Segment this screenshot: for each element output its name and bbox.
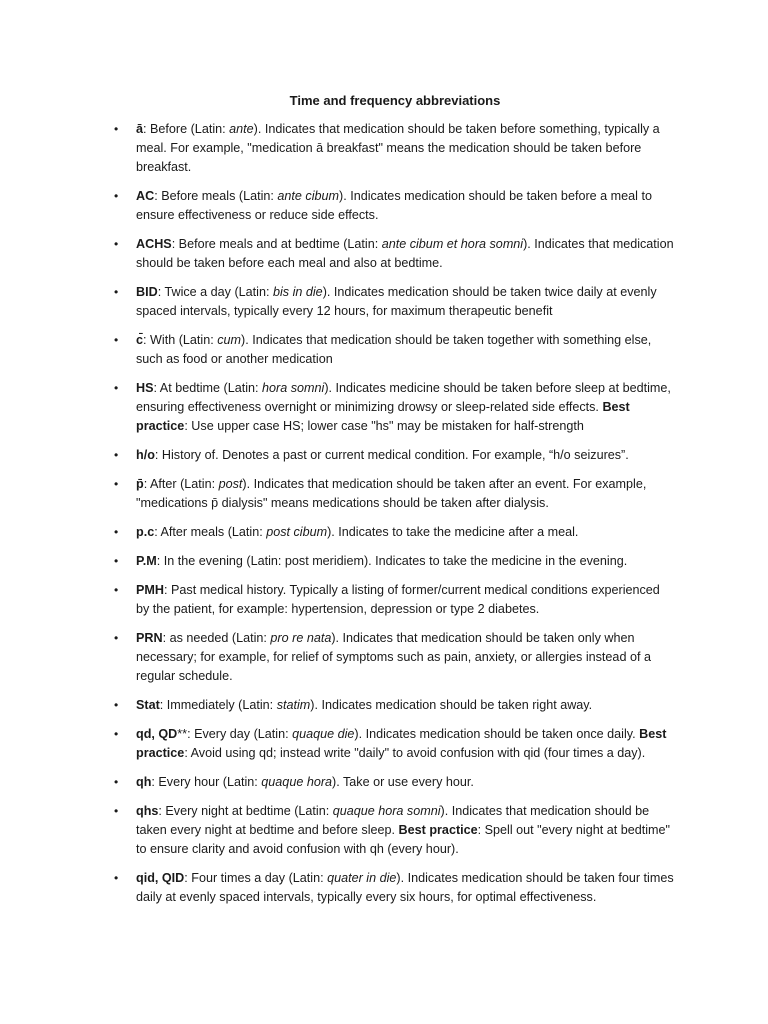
latin-term: pro re nata [270,631,332,645]
list-item [114,629,676,686]
latin-term: cum [217,333,241,347]
item-text: **: Every day (Latin: [177,727,293,741]
term-bold: p̄ [136,477,144,491]
item-text: ). Indicates medication should be taken right away. [310,698,593,712]
term-bold: qid, QID [136,871,185,885]
term-bold: ACHS [136,237,172,251]
bullet-icon: • [114,237,119,251]
item-text: : After (Latin: [143,477,219,491]
bullet-icon: • [114,698,119,712]
item-text: ). Indicates medicine should be taken before sleep at bedtime, ensuring effectiveness overnight or minimizing drowsy or sleep-related side effects. [136,381,671,414]
latin-term: quater in die [327,871,397,885]
bullet-icon: • [114,381,119,395]
latin-term: post cibum [266,525,328,539]
item-text: : Every night at bedtime (Latin: [158,804,333,818]
latin-term: ante [229,122,254,136]
bullet-icon: • [114,285,119,299]
term-bold: ā [136,122,144,136]
bullet-icon: • [114,525,119,539]
bullet-icon: • [114,804,119,818]
latin-term: ante cibum [277,189,340,203]
term-bold: PRN [136,631,163,645]
item-text: : At bedtime (Latin: [153,381,263,395]
bullet-icon: • [114,122,119,136]
list-item [114,869,676,907]
bullet-icon: • [114,631,119,645]
latin-term: ante cibum et hora somni [381,237,524,251]
term-bold: qh [136,775,152,789]
item-text: : History of. Denotes a past or current medical condition. For example, “h/o seizures”. [154,448,629,462]
item-text: : With (Latin: [143,333,218,347]
list-item [114,120,676,177]
item-text: : Before meals (Latin: [154,189,278,203]
latin-term: bis in die [272,285,323,299]
list-item [114,581,676,619]
latin-term: post [218,477,243,491]
item-text: : Avoid using qd; instead write "daily" to avoid confusion with qid (four times a day). [184,746,646,760]
list-item [114,379,676,436]
bullet-icon: • [114,477,119,491]
latin-term: quaque hora [261,775,333,789]
bullet-icon: • [114,189,119,203]
item-text: : as needed (Latin: [162,631,271,645]
latin-term: statim [276,698,311,712]
bullet-icon: • [114,554,119,568]
item-text: : In the evening (Latin: post meridiem). Indicates to take the medicine in the evening. [156,554,628,568]
term-bold: p.c [136,525,155,539]
latin-term: quaque die [292,727,355,741]
item-text: : Four times a day (Latin: [184,871,328,885]
item-text: : Before (Latin: [143,122,230,136]
latin-term: quaque hora somni [332,804,441,818]
list-item [114,446,676,465]
item-text: ). Indicates that medication should be taken after an event. For example, "medications p̄ dialysis" means medications should be taken after dialysis. [136,477,647,510]
page-title: Time and frequency abbreviations [289,93,501,108]
item-text: ). Indicates that medication should be taken only when necessary; for example, for relief of symptoms such as pain, anxiety, or allergies instead of a regular schedule. [136,631,651,683]
bullet-icon: • [114,775,119,789]
item-text: : Use upper case HS; lower case "hs" may be mistaken for half-strength [184,419,584,433]
list-item [114,235,676,273]
term-bold: Best practice [136,727,667,760]
item-text: ). Indicates medication should be taken once daily. [354,727,640,741]
bullet-icon: • [114,333,119,347]
item-text: ). Indicates medication should be taken before a meal to ensure effectiveness or reduce side effects. [136,189,652,222]
item-text: : Past medical history. Typically a listing of former/current medical conditions experienced by the patient, for example: hypertension, depression or type 2 diabetes. [136,583,660,616]
term-bold: P.M [136,554,157,568]
term-bold: qhs [136,804,159,818]
item-text: : Every hour (Latin: [151,775,262,789]
item-text: : Before meals and at bedtime (Latin: [171,237,382,251]
list-item [114,331,676,369]
list-item [114,802,676,859]
bullet-icon: • [114,448,119,462]
list-item [114,773,676,792]
item-text: ). Indicates that medication should be taken every night at bedtime and before sleep. [136,804,650,837]
term-bold: BID [136,285,158,299]
item-text: : Twice a day (Latin: [157,285,273,299]
term-bold: Best practice [398,823,478,837]
term-bold: HS [136,381,154,395]
list-item [114,696,676,715]
term-bold: h/o [136,448,155,462]
bullet-icon: • [114,583,119,597]
latin-term: hora somni [262,381,325,395]
term-bold: Stat [136,698,160,712]
list-item [114,187,676,225]
term-bold: qd, QD [136,727,178,741]
term-bold: PMH [136,583,164,597]
term-bold: Best practice [136,400,630,433]
term-bold: c̄ [136,333,144,347]
bullet-icon: • [114,727,119,741]
item-text: ). Indicates that medication should be taken together with something else, such as food or another medication [136,333,652,366]
list-item [114,725,676,763]
item-text: : Immediately (Latin: [159,698,277,712]
item-text: ). Indicates that medication should be taken before something, typically a meal. For example, "medication ā breakfast" means the medication should be taken before breakfast. [136,122,660,174]
list-item [114,283,676,321]
item-text: : After meals (Latin: [154,525,267,539]
list-item [114,552,676,571]
item-text: ). Indicates medication should be taken four times daily at evenly spaced intervals, typically every six hours, for optimal effectiveness. [136,871,674,904]
abbreviation-list [0,120,676,917]
list-item [114,523,676,542]
item-text: ). Indicates medication should be taken twice daily at evenly spaced intervals, typically every 12 hours, for maximum therapeutic benefit [136,285,657,318]
item-text: ). Indicates that medication should be taken before each meal and also at bedtime. [136,237,674,270]
list-item [114,475,676,513]
bullet-icon: • [114,871,119,885]
item-text: ). Take or use every hour. [332,775,474,789]
term-bold: AC [136,189,155,203]
item-text: : Spell out "every night at bedtime" to ensure clarity and avoid confusion with qh (every hour). [136,823,671,856]
item-text: ). Indicates to take the medicine after a meal. [327,525,579,539]
